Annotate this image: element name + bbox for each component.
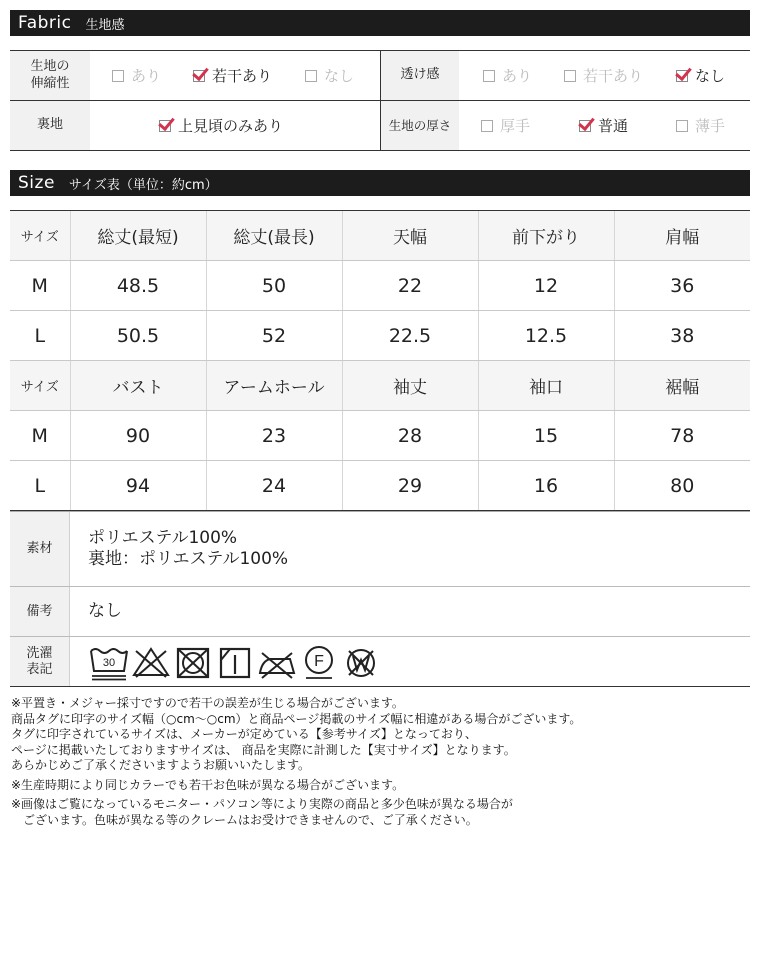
fabric-row-2 — [10, 101, 750, 151]
value-cell: 12 — [478, 261, 614, 311]
checkbox-icon — [112, 70, 124, 82]
header-cell: 前下がり — [478, 211, 614, 261]
care-icons — [88, 645, 382, 681]
table-row — [10, 411, 750, 461]
checkbox-icon — [305, 70, 317, 82]
size-header-row — [10, 211, 750, 261]
fabric-title-en: Fabric — [18, 13, 72, 33]
value-cell: 36 — [614, 261, 750, 311]
value-cell: 52 — [206, 311, 342, 361]
value-cell: 50.5 — [70, 311, 206, 361]
dry-clean-letter: F — [314, 653, 324, 670]
checkbox-icon — [564, 70, 576, 82]
value-cell: 22.5 — [342, 311, 478, 361]
size-cell: M — [10, 261, 70, 311]
header-cell: 裾幅 — [614, 361, 750, 411]
note-line: ※生産時期により同じカラーでも若干お色味が異なる場合がございます。 — [11, 777, 405, 792]
care-row — [10, 637, 750, 687]
stretch-option-no[interactable]: なし — [305, 51, 354, 100]
material-line-1: ポリエステル100% — [88, 527, 238, 548]
thickness-option-normal[interactable]: 普通 — [579, 101, 628, 150]
size-cell: L — [10, 461, 70, 511]
table-row — [10, 461, 750, 511]
sheer-option-slight[interactable]: 若干あり — [564, 51, 643, 100]
value-cell: 24 — [206, 461, 342, 511]
size-header-row — [10, 361, 750, 411]
note-line: 商品タグに印字のサイズ幅（○cm〜○cm）と商品ページ掲載のサイズ幅に相違がある場合がございます。 — [11, 711, 582, 726]
material-row — [10, 512, 750, 587]
size-section-header — [10, 170, 750, 196]
no-tumble-dry-icon — [172, 645, 214, 681]
value-cell: 29 — [342, 461, 478, 511]
stretch-option-yes[interactable]: あり — [112, 51, 161, 100]
header-cell: 総丈(最短) — [70, 211, 206, 261]
note-line: ※平置き・メジャー採寸ですので若干の誤差が生じる場合がございます。 — [11, 696, 404, 710]
no-wet-clean-icon — [340, 645, 382, 681]
header-cell: サイズ — [10, 361, 70, 411]
info-table — [10, 511, 750, 687]
checkbox-icon — [481, 120, 493, 132]
note-line: タグに印字されているサイズは、メーカーが定めている【参考サイズ】となっており、 — [11, 727, 477, 741]
note-line: ございます。色味が異なる等のクレームはお受けできませんので、ご了承ください。 — [11, 812, 478, 827]
table-row — [10, 311, 750, 361]
note-line: あらかじめご了承くださいますようお願いいたします。 — [11, 758, 311, 772]
table-row — [10, 261, 750, 311]
material-line-2: 裏地：ポリエステル100% — [88, 549, 289, 569]
value-cell: 12.5 — [478, 311, 614, 361]
thickness-option-thin[interactable]: 薄手 — [676, 101, 725, 150]
header-cell: 天幅 — [342, 211, 478, 261]
fabric-table — [10, 50, 750, 151]
value-cell: 22 — [342, 261, 478, 311]
value-cell: 15 — [478, 411, 614, 461]
checkbox-icon — [483, 70, 495, 82]
header-cell: 肩幅 — [614, 211, 750, 261]
header-cell: 袖丈 — [342, 361, 478, 411]
remarks-label: 備考 — [10, 587, 70, 636]
size-title-en: Size — [18, 173, 55, 193]
stretch-label: 生地の 伸縮性 — [10, 51, 90, 100]
checkbox-checked-icon — [159, 120, 171, 132]
header-cell: アームホール — [206, 361, 342, 411]
checkbox-checked-icon — [193, 70, 205, 82]
notes — [11, 696, 751, 828]
value-cell: 16 — [478, 461, 614, 511]
fabric-section-header — [10, 10, 750, 36]
value-cell: 94 — [70, 461, 206, 511]
note-line: ※画像はご覧になっているモニター・パソコン等により実際の商品と多少色味が異なる場合が — [11, 797, 513, 811]
header-cell: サイズ — [10, 211, 70, 261]
size-cell: M — [10, 411, 70, 461]
remarks-value: なし — [88, 600, 122, 621]
value-cell: 80 — [614, 461, 750, 511]
value-cell: 28 — [342, 411, 478, 461]
dry-clean-f-icon — [298, 645, 340, 681]
thickness-option-thick[interactable]: 厚手 — [481, 101, 530, 150]
no-bleach-icon — [130, 645, 172, 681]
fabric-row-1 — [10, 51, 750, 101]
line-dry-shade-icon — [214, 645, 256, 681]
no-iron-icon — [256, 645, 298, 681]
note-line: ページに掲載いたしておりますサイズは、 商品を実際に計測した【実寸サイズ】となります。 — [11, 742, 516, 757]
header-cell: 袖口 — [478, 361, 614, 411]
checkbox-checked-icon — [579, 120, 591, 132]
remarks-row — [10, 587, 750, 637]
care-label: 洗濯 表記 — [10, 637, 70, 686]
lining-option[interactable]: 上見頃のみあり — [159, 101, 283, 150]
material-value — [88, 512, 288, 586]
checkbox-icon — [676, 120, 688, 132]
checkbox-checked-icon — [676, 70, 688, 82]
header-cell: バスト — [70, 361, 206, 411]
value-cell: 78 — [614, 411, 750, 461]
value-cell: 50 — [206, 261, 342, 311]
thickness-label: 生地の厚さ — [381, 101, 459, 150]
value-cell: 23 — [206, 411, 342, 461]
value-cell: 48.5 — [70, 261, 206, 311]
stretch-option-slight[interactable]: 若干あり — [193, 51, 272, 100]
size-cell: L — [10, 311, 70, 361]
fabric-title-ja: 生地感 — [85, 17, 125, 33]
wash-30-icon — [88, 645, 130, 681]
lining-label: 裏地 — [10, 101, 90, 150]
header-cell: 総丈(最長) — [206, 211, 342, 261]
material-label: 素材 — [10, 512, 70, 586]
value-cell: 90 — [70, 411, 206, 461]
sheer-option-yes[interactable]: あり — [483, 51, 532, 100]
size-table — [10, 210, 750, 511]
sheer-option-no[interactable]: なし — [676, 51, 725, 100]
value-cell: 38 — [614, 311, 750, 361]
size-title-ja: サイズ表（単位：約cm） — [68, 177, 218, 193]
wash-temp-label: 30 — [102, 657, 116, 669]
sheer-label: 透け感 — [381, 51, 459, 100]
